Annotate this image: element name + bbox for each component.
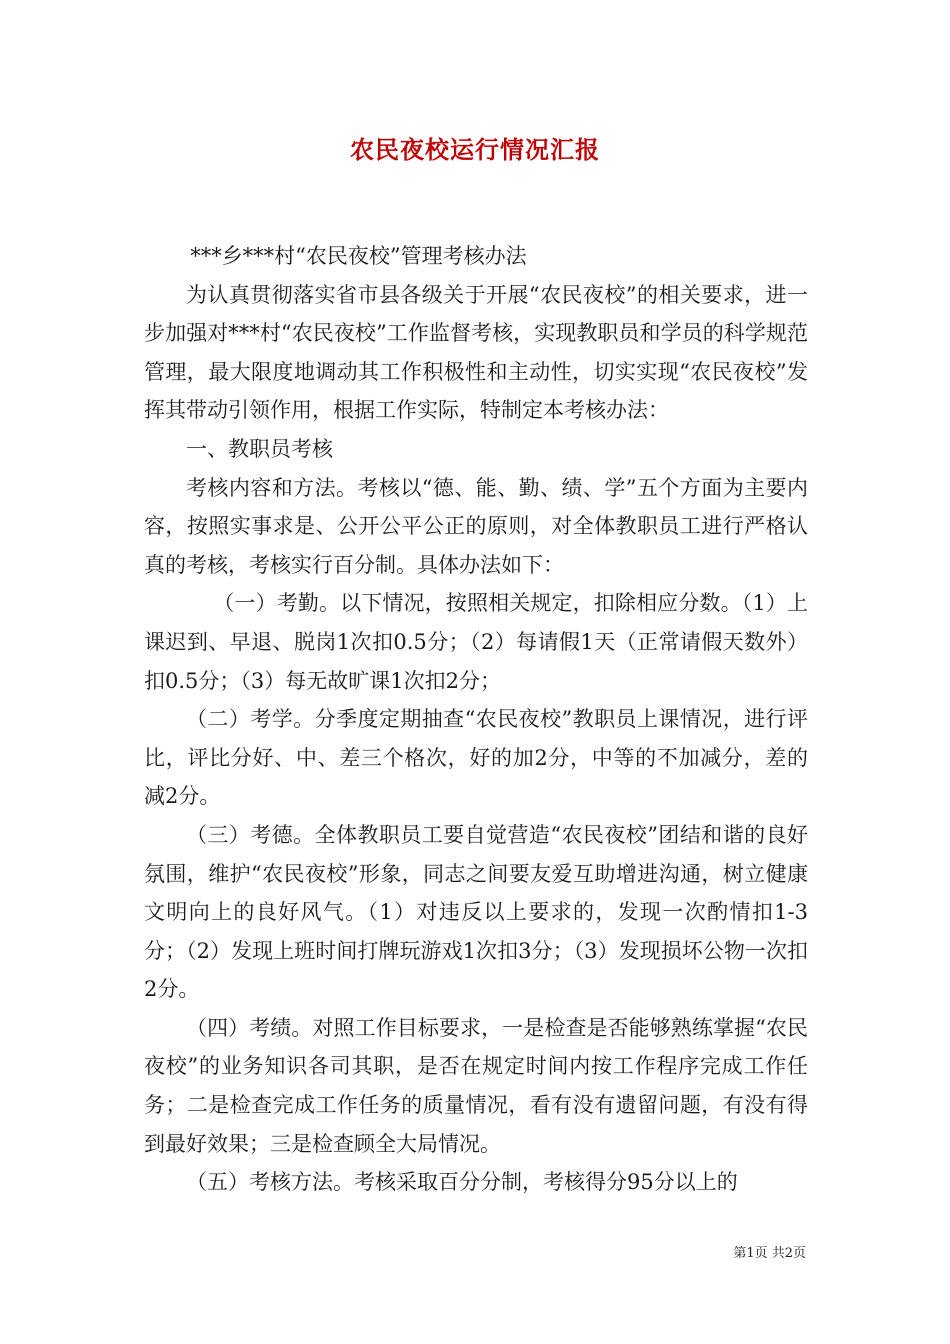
paragraph-assessment-method: （五）考核方法。考核采取百分分制，考核得分95分以上的: [186, 1170, 738, 1195]
document-body: [144, 237, 808, 1202]
page-number: 第1页 共2页: [733, 1246, 806, 1261]
paragraph-attendance: （一）考勤。以下情况，按照相关规定，扣除相应分数。（1）上课迟到、早退、脱岗1次扣0.5分；（2）每请假1天（正常请假天数外）扣0.5分；（3）每无故旷课1次扣2分；: [144, 591, 808, 693]
document-subtitle: ***乡***村“农民夜校”管理考核办法: [190, 244, 527, 268]
paragraph-intro: 为认真贯彻落实省市县各级关于开展“农民夜校”的相关要求，进一步加强对***村“农民夜校”工作监督考核，实现教职员和学员的科学规范管理，最大限度地调动其工作积极性和主动性，切实实现“农民夜校”发挥其带动引领作用，根据工作实际，特制定本考核办法：: [144, 282, 808, 423]
paragraph-ethics: （三）考德。全体教职员工要自觉营造“农民夜校”团结和谐的良好氛围，维护“农民夜校”形象，同志之间要友爱互助增进沟通，树立健康文明向上的良好风气。（1）对违反以上要求的，发现一次酌情扣1-3分；（2）发现上班时间打牌玩游戏1次扣3分；（3）发现损坏公物一次扣2分。: [144, 822, 808, 1002]
paragraph-study: （二）考学。分季度定期抽查“农民夜校”教职员上课情况，进行评比，评比分好、中、差三个格次，好的加2分，中等的不加减分，差的减2分。: [144, 707, 808, 809]
document-title: 农民夜校运行情况汇报: [350, 135, 600, 164]
paragraph-performance: （四）考绩。对照工作目标要求，一是检查是否能够熟练掌握“农民夜校”的业务知识各司其职，是否在规定时间内按工作程序完成工作任务；二是检查完成工作任务的质量情况，看有没有遗留问题，有没有得到最好效果；三是检查顾全大局情况。: [144, 1015, 808, 1156]
paragraph-method: 考核内容和方法。考核以“德、能、勤、绩、学”五个方面为主要内容，按照实事求是、公开公平公正的原则，对全体教职员工进行严格认真的考核，考核实行百分制。具体办法如下：: [144, 475, 808, 577]
section-heading: 一、教职员考核: [186, 436, 333, 461]
